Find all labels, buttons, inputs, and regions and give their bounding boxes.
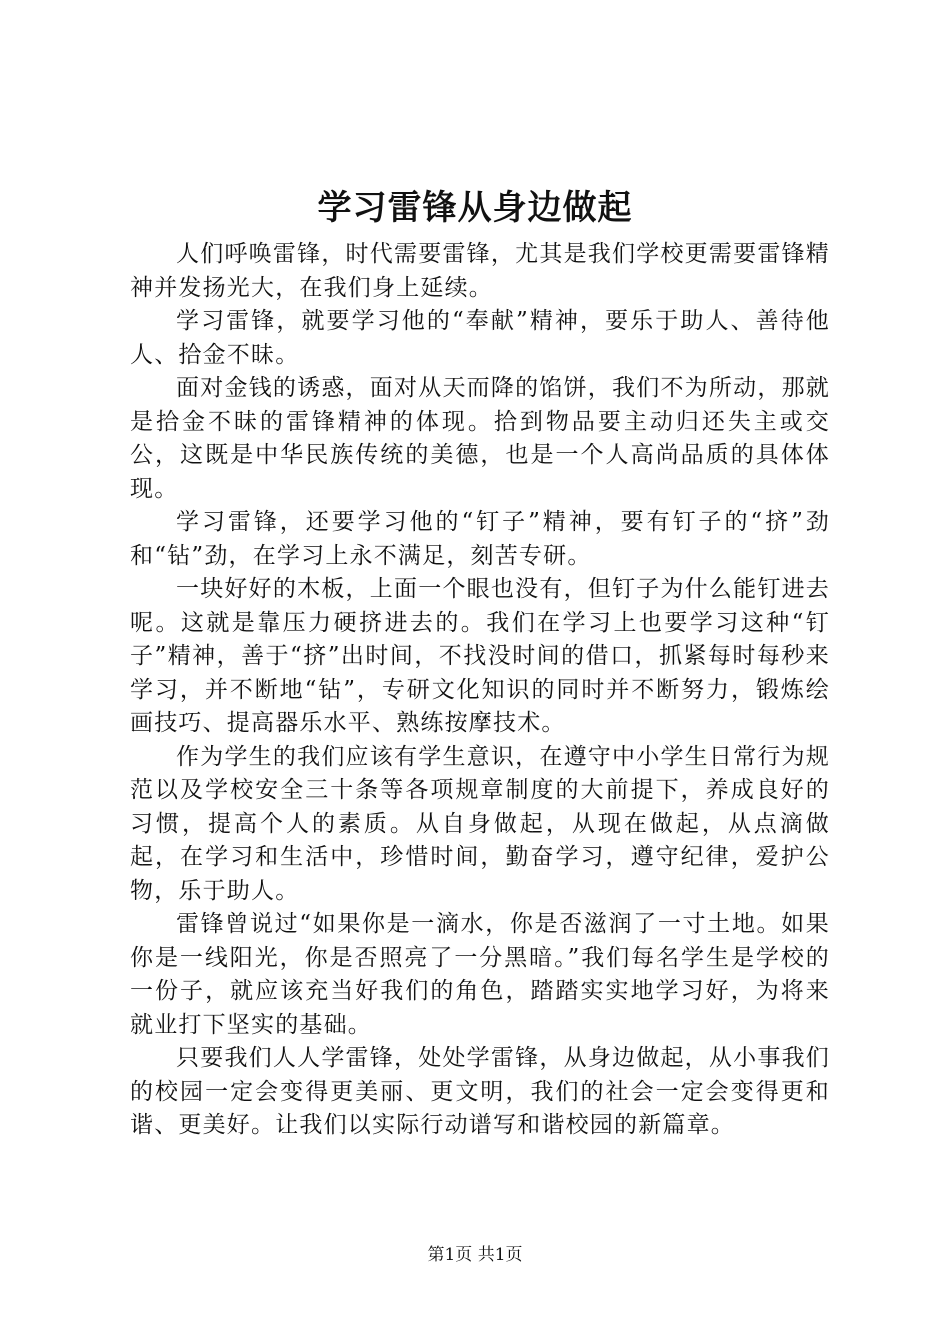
paragraph-2: 学习雷锋，就要学习他的“奉献”精神，要乐于助人、善待他人、拾金不昧。 xyxy=(130,308,830,368)
paragraph-6: 作为学生的我们应该有学生意识，在遵守中小学生日常行为规范以及学校安全三十条等各项规章制度的大前提下，养成良好的习惯，提高个人的素质。从自身做起，从现在做起，从点滴做起，在学习和生活中，珍惜时间，勤奋学习，遵守纪律，爱护公物，乐于助人。 xyxy=(130,743,830,904)
paragraph-3: 面对金钱的诱惑，面对从天而降的馅饼，我们不为所动，那就是拾金不昧的雷锋精神的体现。拾到物品要主动归还失主或交公，这既是中华民族传统的美德，也是一个人高尚品质的具体体现。 xyxy=(130,375,830,502)
paragraph-1: 人们呼唤雷锋，时代需要雷锋，尤其是我们学校更需要雷锋精神并发扬光大，在我们身上延续。 xyxy=(130,241,830,301)
document-title: 学习雷锋从身边做起 xyxy=(317,188,633,228)
paragraph-5: 一块好好的木板，上面一个眼也没有，但钉子为什么能钉进去呢。这就是靠压力硬挤进去的。我们在学习上也要学习这种“钉子”精神，善于“挤”出时间，不找没时间的借口，抓紧每时每秒来学习，并不断地“钻”，专研文化知识的同时并不断努力，锻炼绘画技巧、提高器乐水平、熟练按摩技术。 xyxy=(130,576,830,736)
page-footer: 第1页 共1页 xyxy=(427,1245,523,1265)
paragraph-4: 学习雷锋，还要学习他的“钉子”精神，要有钉子的“挤”劲和“钻”劲，在学习上永不满足，刻苦专研。 xyxy=(130,509,830,569)
paragraph-7: 雷锋曾说过“如果你是一滴水，你是否滋润了一寸土地。如果你是一线阳光，你是否照亮了一分黑暗。”我们每名学生是学校的一份子，就应该充当好我们的角色，踏踏实实地学习好，为将来就业打下坚实的基础。 xyxy=(130,911,830,1038)
paragraph-8: 只要我们人人学雷锋，处处学雷锋，从身边做起，从小事我们的校园一定会变得更美丽、更文明，我们的社会一定会变得更和谐、更美好。让我们以实际行动谱写和谐校园的新篇章。 xyxy=(130,1045,830,1138)
document-body xyxy=(130,238,830,1143)
